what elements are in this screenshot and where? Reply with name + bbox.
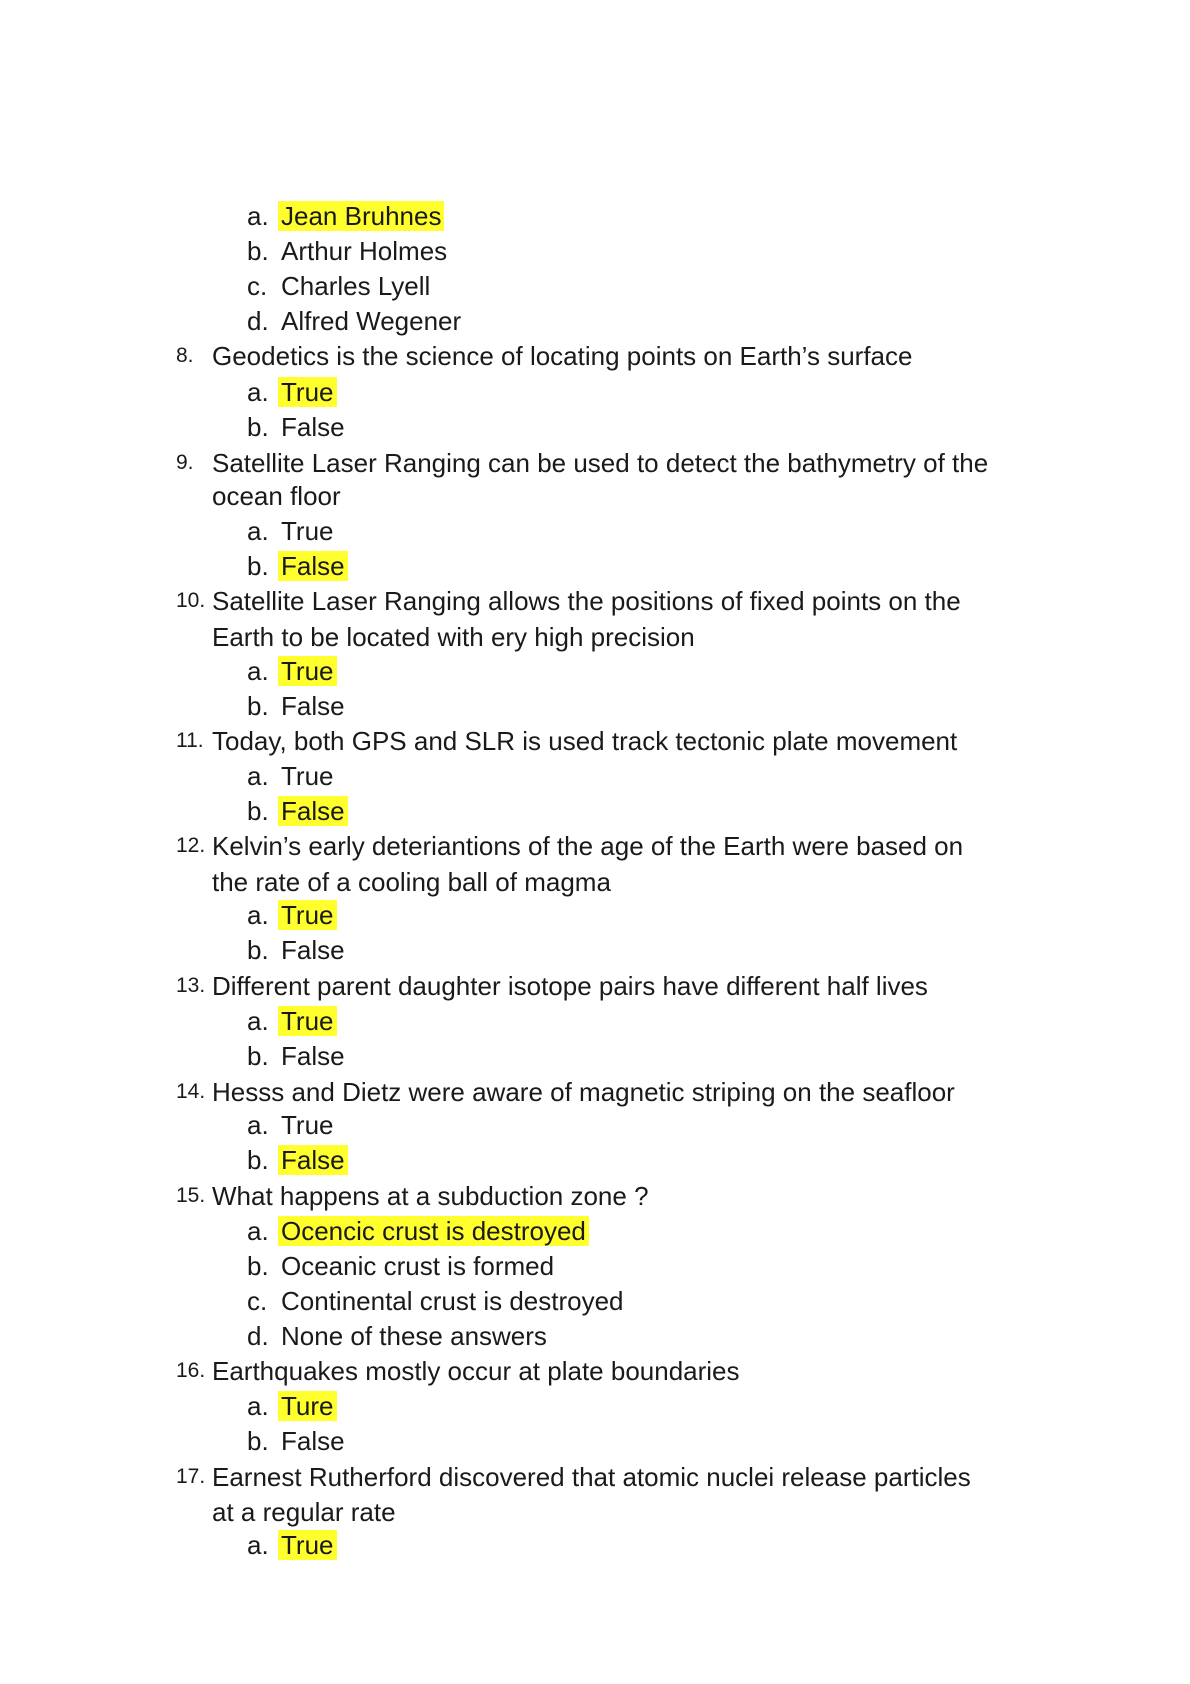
question-number: 8.	[176, 344, 194, 367]
answer-option	[0, 933, 1190, 967]
question-number: 15.	[176, 1184, 206, 1207]
answer-option	[0, 1143, 1190, 1177]
question-text: Earnest Rutherford discovered that atomic nuclei release particles	[212, 1462, 971, 1492]
option-text-content: Alfred Wegener	[281, 306, 462, 336]
question-continuation	[0, 1495, 1190, 1529]
option-text	[281, 269, 430, 303]
option-text	[281, 410, 345, 444]
question-number: 16.	[176, 1359, 206, 1382]
question-text-continued: the rate of a cooling ball of magma	[212, 867, 611, 897]
option-letter: a.	[247, 1110, 269, 1140]
answer-option	[0, 1284, 1190, 1318]
highlighted-answer	[281, 1143, 348, 1177]
highlighted-answer	[281, 1528, 337, 1562]
option-text-content: Jean Bruhnes	[278, 201, 444, 231]
answer-option	[0, 234, 1190, 268]
option-text-content: False	[278, 551, 348, 581]
answer-option	[0, 1319, 1190, 1353]
question-number: 12.	[176, 834, 206, 857]
answer-option	[0, 1389, 1190, 1423]
option-text	[281, 304, 461, 338]
option-text	[281, 1108, 334, 1142]
answer-option	[0, 514, 1190, 548]
answer-option	[0, 759, 1190, 793]
question-number: 14.	[176, 1080, 206, 1103]
option-letter: b.	[247, 796, 269, 826]
option-letter: d.	[247, 1321, 269, 1351]
question	[0, 829, 1190, 863]
option-letter: a.	[247, 516, 269, 546]
option-letter: a.	[247, 1216, 269, 1246]
option-letter: c.	[247, 1286, 268, 1316]
option-letter: a.	[247, 201, 269, 231]
option-text-content: True	[278, 377, 337, 407]
option-text-content: None of these answers	[281, 1321, 547, 1351]
option-text	[281, 1284, 624, 1318]
option-text-content: True	[278, 1006, 337, 1036]
option-letter: a.	[247, 377, 269, 407]
option-text-content: False	[278, 796, 348, 826]
option-letter: a.	[247, 761, 269, 791]
question	[0, 446, 1190, 480]
option-text-content: False	[281, 691, 345, 721]
question	[0, 724, 1190, 758]
highlighted-answer	[281, 1004, 337, 1038]
option-text-content: False	[281, 1041, 345, 1071]
question-number: 10.	[176, 589, 206, 612]
question	[0, 1075, 1190, 1109]
answer-option	[0, 1528, 1190, 1562]
option-text-content: False	[281, 1426, 345, 1456]
option-letter: b.	[247, 551, 269, 581]
question	[0, 339, 1190, 373]
question	[0, 1460, 1190, 1494]
question-number: 11.	[176, 729, 204, 752]
question-text: Kelvin’s early deteriantions of the age of the Earth were based on	[212, 831, 964, 861]
answer-option	[0, 898, 1190, 932]
option-text-content: False	[281, 412, 345, 442]
option-text-content: Ocencic crust is destroyed	[278, 1216, 589, 1246]
answer-option	[0, 549, 1190, 583]
highlighted-answer	[281, 549, 348, 583]
question-number: 13.	[176, 974, 206, 997]
option-text-content: True	[278, 1530, 337, 1560]
option-text-content: False	[278, 1145, 348, 1175]
option-letter: a.	[247, 1006, 269, 1036]
option-letter: c.	[247, 271, 268, 301]
question-text: Hesss and Dietz were aware of magnetic striping on the seafloor	[212, 1077, 955, 1107]
option-text-content: False	[281, 935, 345, 965]
highlighted-answer	[281, 199, 444, 233]
option-text-content: Charles Lyell	[281, 271, 431, 301]
highlighted-answer	[281, 1214, 589, 1248]
option-text	[281, 234, 447, 268]
question-text: Earthquakes mostly occur at plate boundaries	[212, 1356, 740, 1386]
highlighted-answer	[281, 375, 337, 409]
option-letter: b.	[247, 1145, 269, 1175]
option-letter: a.	[247, 900, 269, 930]
question-text-continued: Earth to be located with ery high precision	[212, 622, 695, 652]
question-continuation	[0, 620, 1190, 654]
option-letter: a.	[247, 1391, 269, 1421]
question-text: Satellite Laser Ranging can be used to detect the bathymetry of the	[212, 448, 989, 478]
question-text: Satellite Laser Ranging allows the positions of fixed points on the	[212, 586, 961, 616]
answer-option	[0, 689, 1190, 723]
question-continuation	[0, 479, 1190, 513]
option-text-content: True	[281, 516, 334, 546]
highlighted-answer	[281, 898, 337, 932]
answer-option	[0, 654, 1190, 688]
option-letter: b.	[247, 412, 269, 442]
question-text-continued: ocean floor	[212, 481, 341, 511]
answer-option	[0, 1004, 1190, 1038]
question-number: 9.	[176, 451, 194, 474]
question-text: Geodetics is the science of locating points on Earth’s surface	[212, 341, 913, 371]
answer-option	[0, 375, 1190, 409]
option-text-content: True	[278, 656, 337, 686]
highlighted-answer	[281, 794, 348, 828]
option-text	[281, 514, 334, 548]
option-letter: b.	[247, 691, 269, 721]
option-text-content: True	[281, 1110, 334, 1140]
question	[0, 584, 1190, 618]
question-text: What happens at a subduction zone ?	[212, 1181, 649, 1211]
option-letter: b.	[247, 1041, 269, 1071]
option-text	[281, 1039, 345, 1073]
option-text	[281, 1249, 554, 1283]
answer-option	[0, 269, 1190, 303]
answer-option	[0, 794, 1190, 828]
option-text-content: True	[278, 900, 337, 930]
answer-option	[0, 410, 1190, 444]
option-text-content: Arthur Holmes	[281, 236, 448, 266]
option-letter: b.	[247, 1426, 269, 1456]
answer-option	[0, 304, 1190, 338]
answer-option	[0, 1214, 1190, 1248]
option-letter: a.	[247, 1530, 269, 1560]
option-letter: b.	[247, 1251, 269, 1281]
answer-option	[0, 1424, 1190, 1458]
option-text	[281, 933, 345, 967]
question-text-continued: at a regular rate	[212, 1497, 396, 1527]
option-text	[281, 759, 334, 793]
option-letter: d.	[247, 306, 269, 336]
answer-option	[0, 1249, 1190, 1283]
option-text-content: Ture	[278, 1391, 337, 1421]
option-letter: b.	[247, 935, 269, 965]
question	[0, 1354, 1190, 1388]
option-text-content: Continental crust is destroyed	[281, 1286, 624, 1316]
option-letter: a.	[247, 656, 269, 686]
option-text-content: True	[281, 761, 334, 791]
highlighted-answer	[281, 1389, 337, 1423]
answer-option	[0, 1039, 1190, 1073]
option-text	[281, 689, 345, 723]
question	[0, 969, 1190, 1003]
question-text: Different parent daughter isotope pairs have different half lives	[212, 971, 928, 1001]
answer-option	[0, 199, 1190, 233]
option-text-content: Oceanic crust is formed	[281, 1251, 555, 1281]
highlighted-answer	[281, 654, 337, 688]
question-text: Today, both GPS and SLR is used track tectonic plate movement	[212, 726, 958, 756]
answer-option	[0, 1108, 1190, 1142]
question-continuation	[0, 865, 1190, 899]
question-number: 17.	[176, 1465, 206, 1488]
option-letter: b.	[247, 236, 269, 266]
option-text	[281, 1424, 345, 1458]
question	[0, 1179, 1190, 1213]
option-text	[281, 1319, 547, 1353]
